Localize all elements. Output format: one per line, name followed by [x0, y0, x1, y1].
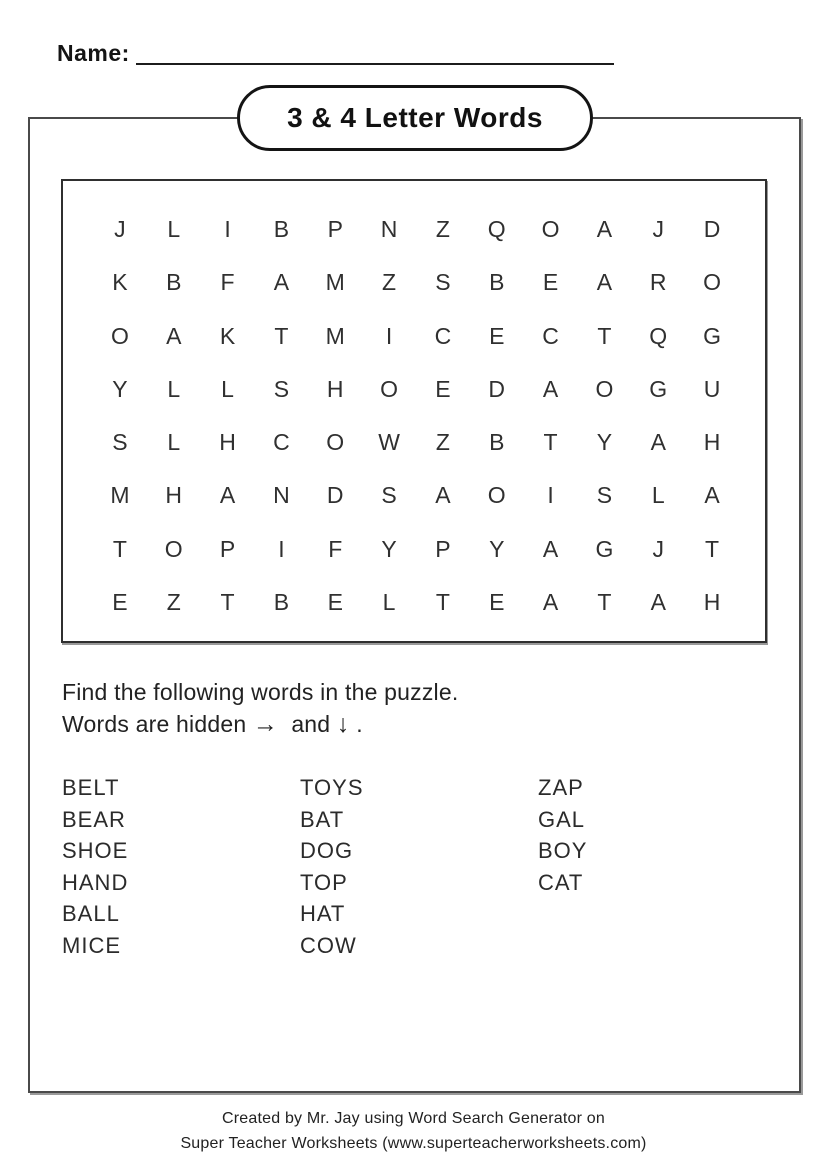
grid-letter: T — [597, 588, 612, 615]
grid-letter: K — [112, 269, 128, 296]
grid-letter: D — [488, 375, 506, 402]
grid-letter: J — [652, 216, 664, 243]
grid-letter: M — [325, 269, 345, 296]
grid-letter: B — [489, 429, 505, 456]
name-blank-line[interactable] — [136, 63, 614, 65]
grid-letter: H — [165, 482, 183, 509]
grid-letter: E — [112, 588, 128, 615]
grid-letter: P — [219, 535, 236, 562]
grid-letter: Y — [596, 429, 613, 456]
instructions — [62, 676, 458, 740]
grid-letter: E — [435, 375, 451, 402]
grid-letter: N — [273, 482, 290, 509]
grid-letter: D — [703, 216, 721, 243]
name-label: Name: — [57, 40, 130, 66]
grid-letter: I — [385, 322, 393, 349]
grid-letter: A — [435, 482, 451, 509]
grid-letter: O — [380, 375, 399, 402]
letter-grid — [63, 181, 765, 641]
grid-letter: Z — [435, 429, 450, 456]
grid-letter: Y — [112, 375, 128, 402]
grid-letter: A — [596, 216, 613, 243]
grid-letter: O — [326, 429, 345, 456]
grid-letter: E — [327, 588, 343, 615]
grid-letter: F — [220, 269, 235, 296]
word-item: TOP — [300, 869, 348, 895]
footer-credit — [0, 1106, 827, 1156]
grid-letter: C — [434, 322, 452, 349]
grid-letter: L — [221, 375, 234, 402]
grid-letter: S — [112, 429, 128, 456]
grid-letter: A — [166, 322, 182, 349]
grid-letter: E — [542, 269, 559, 296]
grid-letter: I — [278, 535, 285, 562]
grid-letter: B — [166, 269, 182, 296]
grid-letter: I — [224, 216, 231, 243]
grid-letter: K — [219, 322, 236, 349]
grid-letter: H — [703, 588, 721, 615]
instruction-line-1: Find the following words in the puzzle. — [62, 679, 459, 705]
grid-letter: S — [381, 482, 397, 509]
word-item: TOYS — [300, 775, 364, 800]
grid-letter: D — [326, 482, 344, 509]
grid-letter: L — [382, 588, 396, 615]
word-item: BAT — [300, 806, 345, 832]
word-item: BELT — [62, 775, 120, 800]
grid-letter: M — [110, 482, 130, 509]
grid-letter: Y — [489, 535, 505, 562]
grid-letter: A — [542, 535, 559, 562]
footer-line-1: Created by Mr. Jay using Word Search Generator on — [221, 1110, 606, 1127]
grid-letter: T — [274, 322, 289, 349]
instruction-line-2 — [62, 708, 458, 740]
grid-letter: H — [219, 429, 236, 456]
grid-letter: S — [435, 269, 451, 296]
grid-letter: H — [326, 375, 344, 402]
word-item: MICE — [62, 932, 121, 958]
grid-letter: S — [596, 482, 613, 509]
grid-letter: T — [112, 535, 127, 562]
grid-letter: C — [273, 429, 290, 456]
grid-letter: L — [167, 216, 181, 243]
right-arrow-icon: → — [252, 710, 279, 738]
grid-letter: B — [273, 216, 290, 243]
grid-letter: P — [435, 535, 451, 562]
name-row — [57, 40, 614, 67]
grid-letter: G — [703, 322, 722, 349]
page-title: 3 & 4 Letter Words — [287, 102, 543, 133]
instruction-line-2-text: Words are hidden — [62, 711, 247, 737]
puzzle-grid-box — [61, 179, 767, 643]
grid-letter: W — [378, 429, 400, 456]
grid-letter: Z — [166, 588, 181, 615]
word-item: BALL — [62, 901, 120, 926]
grid-letter: O — [110, 322, 129, 349]
grid-letter: Y — [381, 535, 397, 562]
grid-letter: O — [541, 216, 560, 243]
grid-letter: Q — [649, 322, 668, 349]
grid-letter: O — [487, 482, 506, 509]
grid-letter: O — [703, 269, 722, 296]
grid-letter: A — [704, 482, 720, 509]
grid-letter: A — [650, 588, 666, 615]
title-pill — [237, 85, 593, 151]
grid-letter: O — [595, 375, 614, 402]
grid-letter: O — [164, 535, 183, 562]
grid-letter: I — [547, 482, 554, 509]
grid-letter: A — [596, 269, 613, 296]
grid-letter: P — [327, 216, 343, 243]
grid-letter: F — [328, 535, 343, 562]
grid-letter: T — [543, 429, 558, 456]
grid-letter: A — [273, 269, 290, 296]
grid-letter: U — [703, 375, 721, 402]
grid-letter: R — [649, 269, 667, 296]
grid-letter: L — [167, 429, 181, 456]
grid-letter: E — [489, 588, 505, 615]
word-item: GAL — [538, 806, 586, 832]
grid-letter: T — [705, 535, 720, 562]
grid-letter: N — [380, 216, 398, 243]
grid-letter: T — [220, 588, 235, 615]
word-list-column — [300, 772, 538, 961]
grid-letter: J — [652, 535, 664, 562]
word-item: HAT — [300, 901, 346, 926]
grid-letter: L — [167, 375, 181, 402]
instruction-period: . — [356, 711, 363, 737]
grid-letter: B — [273, 588, 290, 615]
grid-letter: Z — [382, 269, 397, 296]
grid-letter: G — [595, 535, 614, 562]
word-item: HAND — [62, 869, 129, 895]
grid-letter: A — [542, 375, 559, 402]
grid-letter: A — [650, 429, 666, 456]
word-item: ZAP — [538, 775, 584, 800]
grid-letter: M — [325, 322, 345, 349]
instruction-and-text: and — [291, 711, 331, 737]
word-item: BOY — [538, 838, 588, 863]
grid-letter: A — [219, 482, 236, 509]
word-item: BEAR — [62, 806, 126, 832]
word-list-column — [62, 772, 300, 961]
word-item: SHOE — [62, 838, 129, 863]
grid-letter: T — [435, 588, 450, 615]
grid-letter: C — [542, 322, 559, 349]
grid-letter: J — [114, 216, 126, 243]
grid-letter: A — [542, 588, 559, 615]
grid-letter: L — [651, 482, 665, 509]
word-item: DOG — [300, 838, 354, 863]
grid-letter: Z — [435, 216, 450, 243]
word-item: CAT — [538, 869, 584, 895]
down-arrow-icon: ↓ — [336, 710, 350, 738]
word-item: COW — [300, 932, 357, 958]
grid-letter: Q — [487, 216, 506, 243]
grid-letter: H — [703, 429, 721, 456]
grid-letter: B — [489, 269, 505, 296]
footer-line-2: Super Teacher Worksheets (www.superteacherworksheets.com) — [180, 1135, 647, 1152]
word-list — [62, 772, 587, 961]
grid-letter: G — [649, 375, 668, 402]
word-list-column — [538, 772, 587, 961]
grid-letter: S — [273, 375, 290, 402]
grid-letter: T — [597, 322, 612, 349]
grid-letter: E — [489, 322, 505, 349]
